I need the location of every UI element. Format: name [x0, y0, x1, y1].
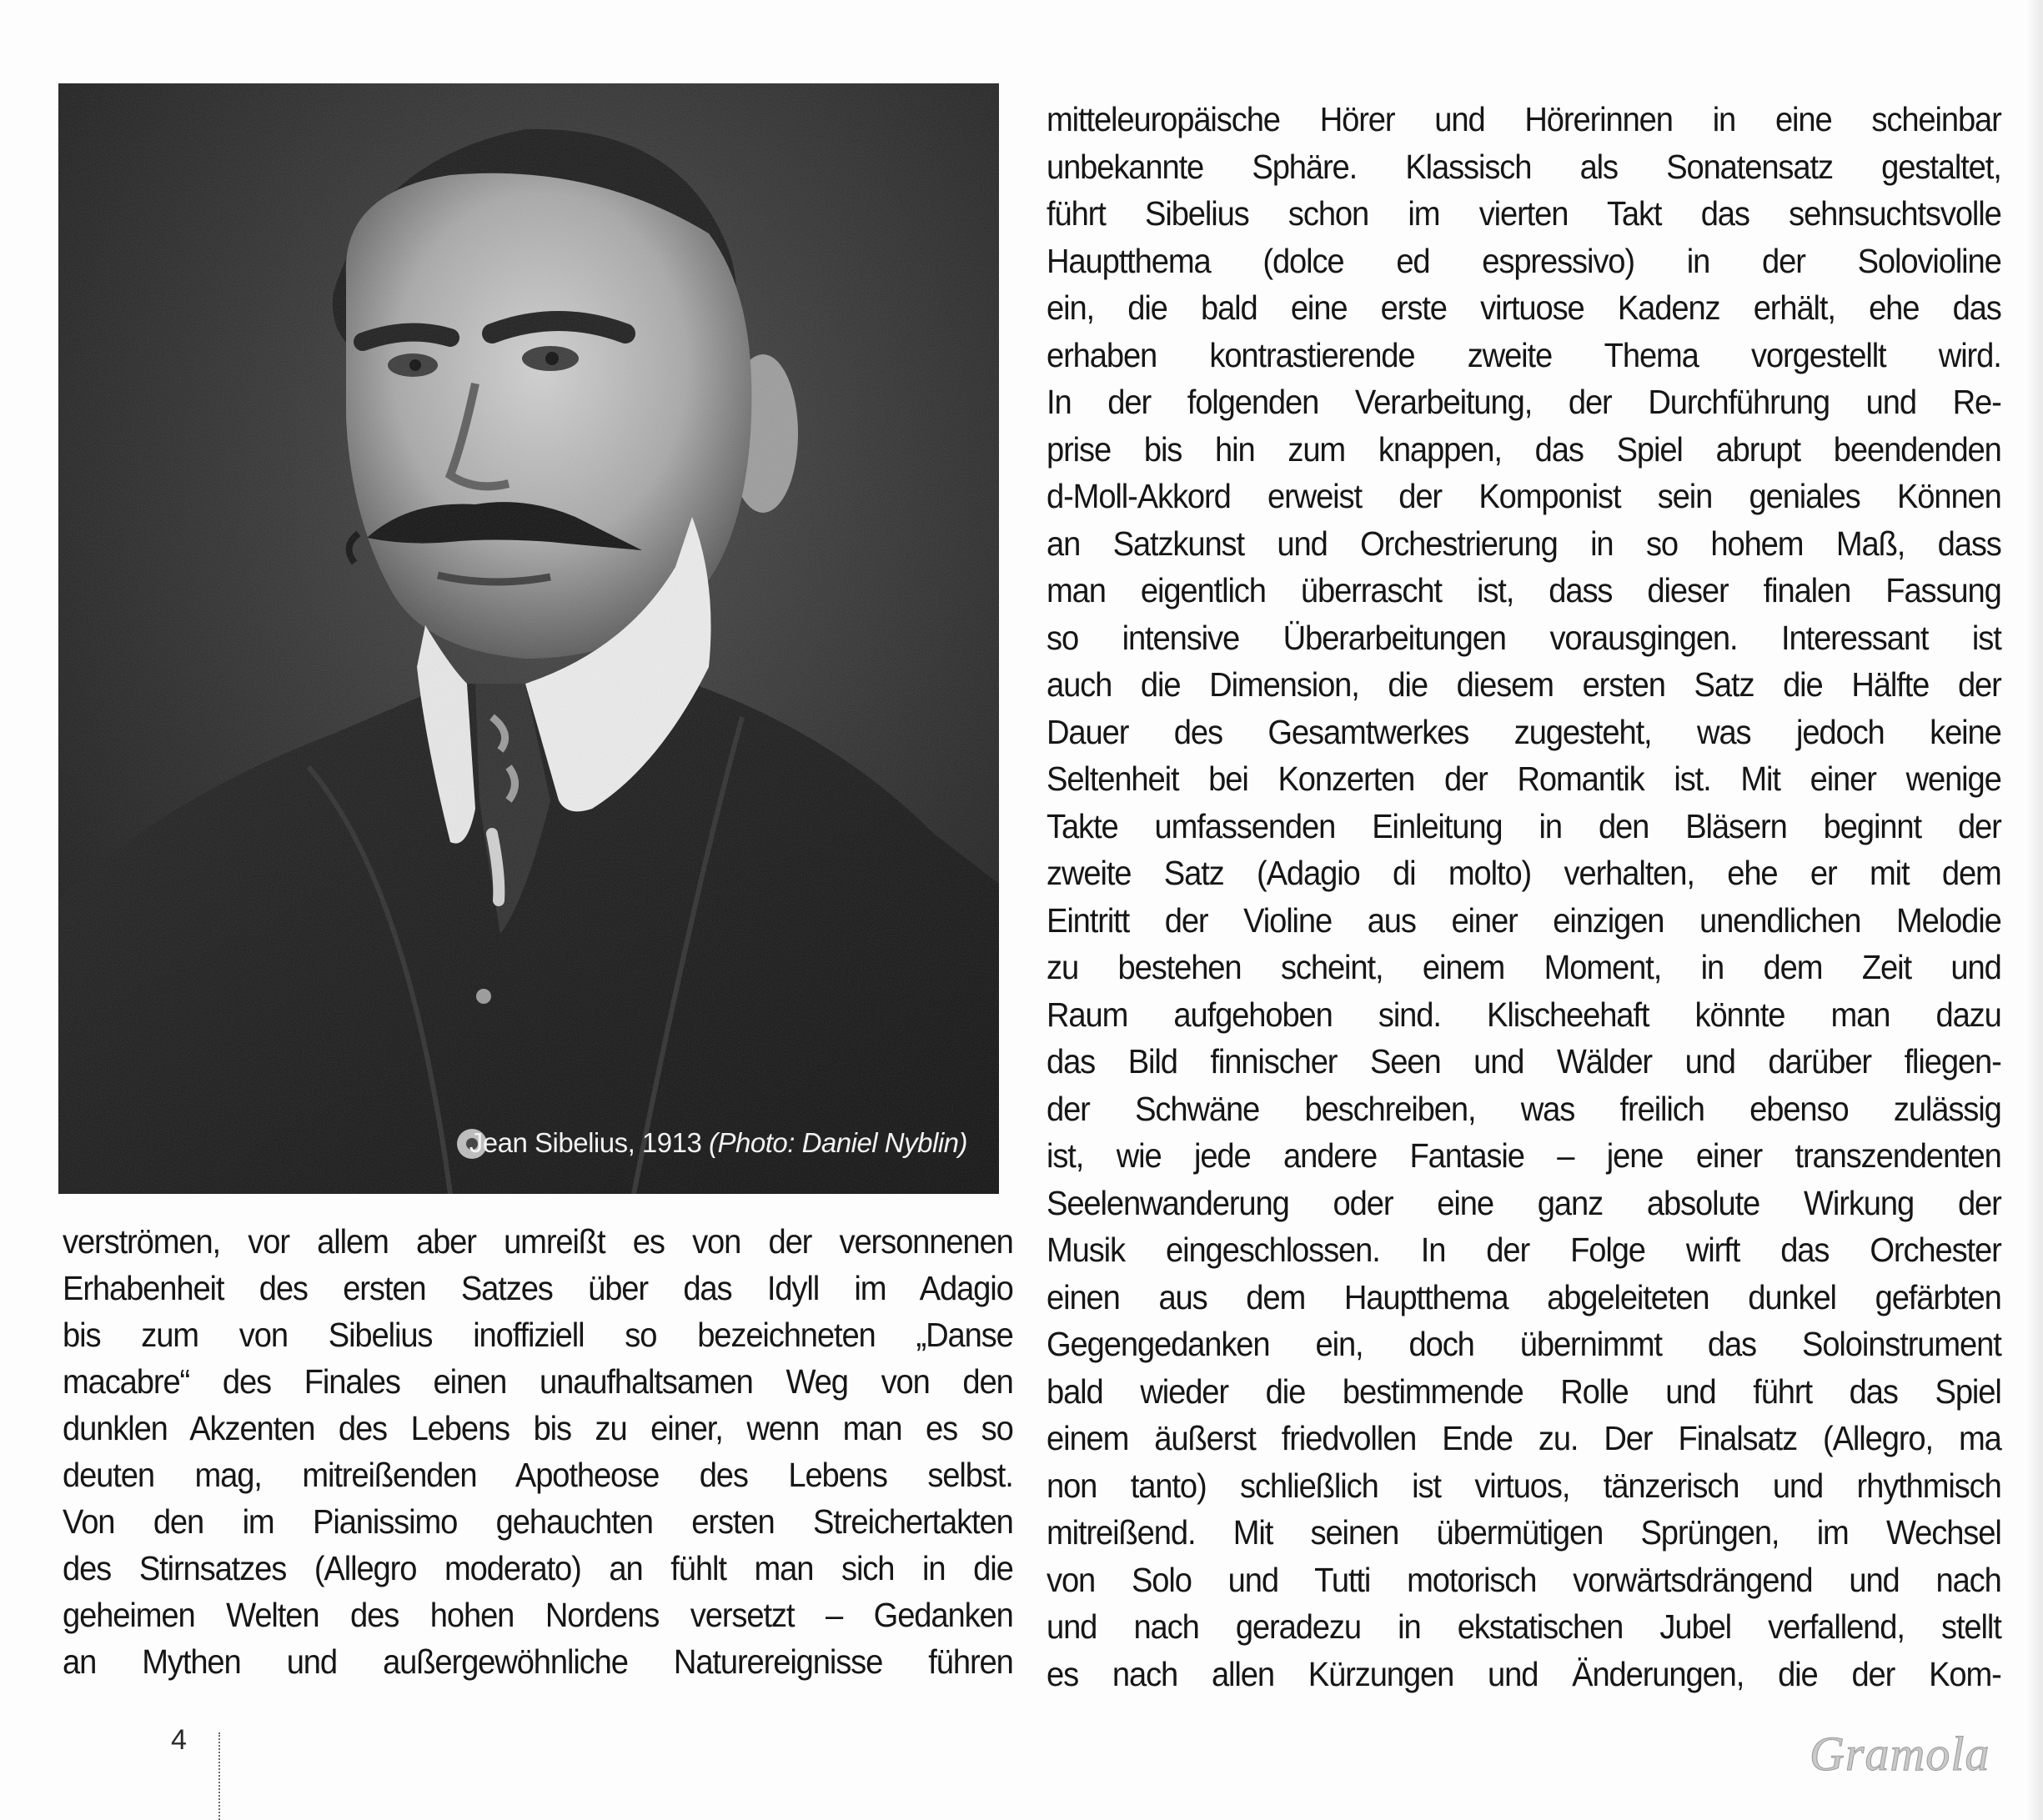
- text-line: an Mythen und außergewöhnliche Naturereignisse führen: [63, 1642, 1013, 1681]
- text-line: bald wieder die bestimmende Rolle und führt das Spiel: [1047, 1371, 2001, 1411]
- right-text-column: [1047, 96, 2001, 1697]
- scan-edge-shadow: [2025, 0, 2043, 1820]
- text-line: mitteleuropäische Hörer und Hörerinnen in eine scheinbar: [1047, 100, 2001, 138]
- text-line: so intensive Überarbeitungen vorausgingen. Interessant ist: [1047, 618, 2001, 657]
- text-line: ein, die bald eine erste virtuose Kadenz erhält, ehe das: [1047, 288, 2001, 327]
- text-line: ist, wie jede andere Fantasie – jene einer transzendenten: [1047, 1136, 2001, 1175]
- text-line: an Satzkunst und Orchestrierung in so hohem Maß, dass: [1047, 524, 2001, 563]
- text-line: Seelenwanderung oder eine ganz absolute Wirkung der: [1047, 1183, 2001, 1222]
- text-line: macabre“ des Finales einen unaufhaltsamen Weg von den: [63, 1362, 1013, 1401]
- left-text-column: [63, 1218, 1013, 1685]
- text-line: zu bestehen scheint, einem Moment, in dem Zeit und: [1047, 948, 2001, 986]
- caption-subject: Jean Sibelius, 1913: [469, 1127, 710, 1158]
- text-line: das Bild finnischer Seen und Wälder und darüber fliegen-: [1047, 1042, 2001, 1080]
- text-line: Takte umfassenden Einleitung in den Bläsern beginnt der: [1047, 806, 2001, 845]
- photo-caption: [469, 1127, 967, 1159]
- text-line: verströmen, vor allem aber umreißt es von der versonnenen: [63, 1222, 1013, 1261]
- text-line: der Schwäne beschreiben, was freilich ebenso zulässig: [1047, 1089, 2001, 1128]
- footer-divider: [218, 1732, 220, 1820]
- text-line: und nach geradezu in ekstatischen Jubel verfallend, stellt: [1047, 1607, 2001, 1646]
- text-line: Von den im Pianissimo gehauchten ersten Streichertakten: [63, 1502, 1013, 1541]
- gramola-logo: Gramola: [1810, 1727, 1990, 1781]
- text-line: unbekannte Sphäre. Klassisch als Sonatensatz gestaltet,: [1047, 147, 2001, 186]
- text-line: führt Sibelius schon im vierten Takt das sehnsuchtsvolle: [1047, 194, 2001, 233]
- text-line: einem äußerst friedvollen Ende zu. Der Finalsatz (Allegro, ma: [1047, 1419, 2001, 1457]
- text-line: von Solo und Tutti motorisch vorwärtsdrängend und nach: [1047, 1560, 2001, 1599]
- text-line: bis zum von Sibelius inoffiziell so bezeichneten „Danse: [63, 1316, 1013, 1354]
- text-line: In der folgenden Verarbeitung, der Durchführung und Re-: [1047, 383, 2001, 421]
- text-line: Seltenheit bei Konzerten der Romantik ist. Mit einer wenige: [1047, 760, 2001, 798]
- text-line: es nach allen Kürzungen und Änderungen, die der Kom-: [1047, 1654, 2001, 1693]
- text-line: zweite Satz (Adagio di molto) verhalten, ehe er mit dem: [1047, 854, 2001, 892]
- portrait-photo: [58, 83, 999, 1194]
- text-line: man eigentlich überrascht ist, dass dieser finalen Fassung: [1047, 571, 2001, 609]
- text-line: Musik eingeschlossen. In der Folge wirft das Orchester: [1047, 1231, 2001, 1269]
- text-line: Hauptthema (dolce ed espressivo) in der Solovioline: [1047, 241, 2001, 280]
- text-line: Gegengedanken ein, doch übernimmt das Soloinstrument: [1047, 1325, 2001, 1363]
- text-line: prise bis hin zum knappen, das Spiel abrupt beendenden: [1047, 429, 2001, 469]
- page-number: 4: [171, 1724, 187, 1756]
- text-line: non tanto) schließlich ist virtuos, tänzerisch und rhythmisch: [1047, 1466, 2001, 1505]
- portrait-illustration: [58, 83, 999, 1194]
- text-line: Dauer des Gesamtwerkes zugesteht, was jedoch keine: [1047, 712, 2001, 751]
- text-line: erhaben kontrastierende zweite Thema vorgestellt wird.: [1047, 335, 2001, 374]
- text-line: Raum aufgehoben sind. Klischeehaft könnte man dazu: [1047, 995, 2001, 1034]
- text-line: auch die Dimension, die diesem ersten Satz die Hälfte der: [1047, 665, 2001, 704]
- text-line: Erhabenheit des ersten Satzes über das Idyll im Adagio: [63, 1269, 1013, 1307]
- text-line: mitreißend. Mit seinen übermütigen Sprüngen, im Wechsel: [1047, 1513, 2001, 1552]
- text-line: Eintritt der Violine aus einer einzigen unendlichen Melodie: [1047, 900, 2001, 940]
- text-line: d-Moll-Akkord erweist der Komponist sein geniales Können: [1047, 477, 2001, 515]
- text-line: geheimen Welten des hohen Nordens versetzt – Gedanken: [63, 1596, 1013, 1634]
- text-line: des Stirnsatzes (Allegro moderato) an fühlt man sich in die: [63, 1549, 1013, 1587]
- text-line: deuten mag, mitreißenden Apotheose des Lebens selbst.: [63, 1456, 1013, 1494]
- text-line: dunklen Akzenten des Lebens bis zu einer, wenn man es so: [63, 1409, 1013, 1447]
- caption-photo-credit: (Photo: Daniel Nyblin): [709, 1127, 967, 1158]
- text-line: einen aus dem Hauptthema abgeleiteten dunkel gefärbten: [1047, 1277, 2001, 1316]
